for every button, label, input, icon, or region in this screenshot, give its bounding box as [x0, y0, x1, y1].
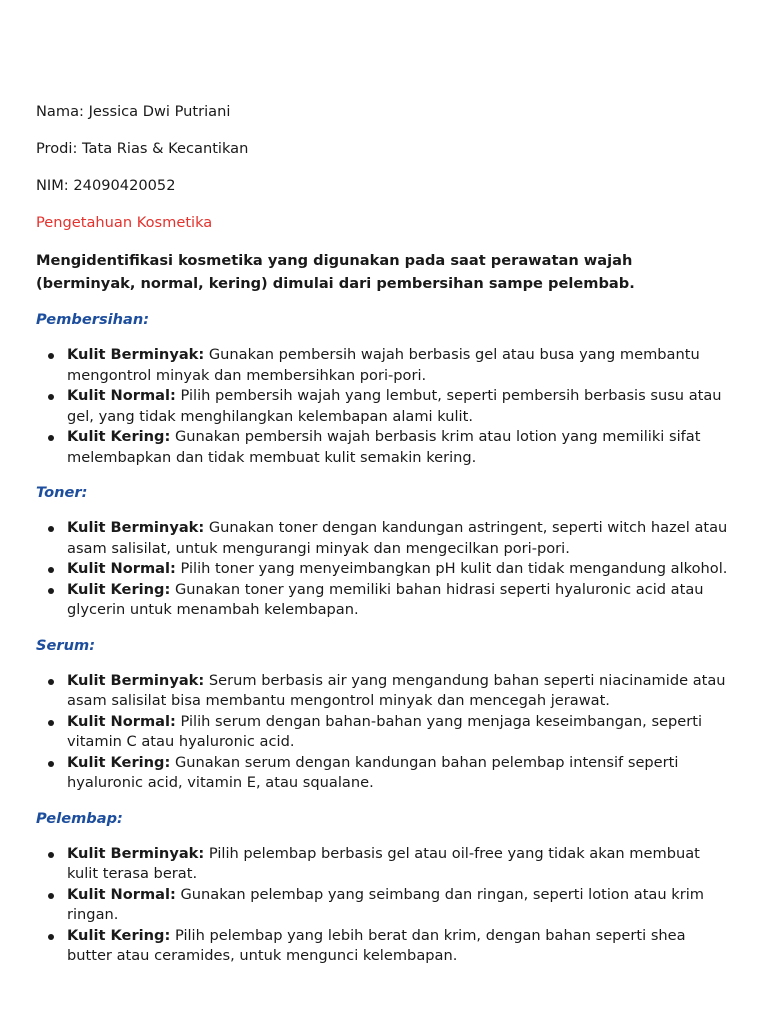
- item-text: Gunakan toner dengan kandungan astringent, seperti witch hazel atau asam salisilat, untuk mengurangi minyak dan mengecilkan pori-pori.: [67, 519, 728, 557]
- list-item: [36, 753, 728, 794]
- list-pembersihan: [36, 345, 728, 468]
- section-title-serum: Serum:: [36, 636, 96, 654]
- list-item: [36, 671, 728, 712]
- item-label: Kulit Kering:: [67, 580, 171, 598]
- list-item: [36, 386, 728, 427]
- item-label: Kulit Berminyak:: [67, 519, 205, 536]
- item-text: Pilih pembersih wajah yang lembut, seperti pembersih berbasis susu atau gel, yang tidak menghilangkan kelembapan alami kulit.: [67, 387, 722, 425]
- bullet-icon: [48, 588, 54, 594]
- list-item: [36, 926, 728, 967]
- item-label: Kulit Normal:: [67, 712, 176, 730]
- item-label: Kulit Normal:: [67, 885, 176, 903]
- list-serum: [36, 671, 728, 794]
- item-label: Kulit Normal:: [67, 560, 176, 577]
- list-item: [36, 712, 728, 753]
- list-item: [36, 345, 728, 386]
- bullet-icon: [48, 567, 54, 573]
- bullet-icon: [48, 394, 54, 400]
- item-text: Pilih toner yang menyeimbangkan pH kulit dan tidak mengandung alkohol.: [175, 560, 728, 577]
- item-label: Kulit Kering:: [67, 926, 171, 944]
- item-label: Kulit Kering:: [67, 753, 171, 771]
- bullet-icon: [48, 353, 54, 359]
- section-title-pelembap: Pelembap:: [36, 809, 123, 827]
- list-item: [36, 885, 728, 926]
- item-text: Pilih pelembap yang lebih berat dan krim, dengan bahan seperti shea butter atau ceramides, untuk mengunci kelembapan.: [67, 926, 686, 964]
- student-id: NIM: 24090420052: [36, 177, 176, 194]
- list-item: [36, 844, 728, 885]
- bullet-icon: [48, 720, 54, 726]
- bullet-icon: [48, 893, 54, 899]
- item-text: Gunakan pembersih wajah berbasis gel atau busa yang membantu mengontrol minyak dan membersihkan pori-pori.: [67, 346, 700, 384]
- list-item: [36, 580, 728, 621]
- bullet-icon: [48, 934, 54, 940]
- list-item: [36, 518, 728, 559]
- subject-title: Pengetahuan Kosmetika: [36, 214, 213, 231]
- list-item: [36, 427, 728, 468]
- item-text: Gunakan pembersih wajah berbasis krim atau lotion yang memiliki sifat melembapkan dan tidak membuat kulit semakin kering.: [67, 428, 701, 466]
- bullet-icon: [48, 435, 54, 441]
- bullet-icon: [48, 852, 54, 858]
- section-title-pembersihan: Pembersihan:: [36, 311, 150, 328]
- bullet-icon: [48, 679, 54, 685]
- bullet-icon: [48, 526, 54, 532]
- list-pelembap: [36, 844, 728, 967]
- item-text: Gunakan toner yang memiliki bahan hidrasi seperti hyaluronic acid atau glycerin untuk menambah kelembapan.: [67, 580, 704, 618]
- item-label: Kulit Kering:: [67, 428, 171, 445]
- bullet-icon: [48, 761, 54, 767]
- item-text: Gunakan pelembap yang seimbang dan ringan, seperti lotion atau krim ringan.: [67, 885, 704, 923]
- list-item: [36, 559, 728, 580]
- section-title-toner: Toner:: [36, 484, 88, 501]
- item-label: Kulit Berminyak:: [67, 844, 205, 862]
- item-label: Kulit Berminyak:: [67, 671, 205, 689]
- item-label: Kulit Berminyak:: [67, 346, 205, 363]
- item-text: Pilih serum dengan bahan-bahan yang menjaga keseimbangan, seperti vitamin C atau hyaluronic acid.: [67, 712, 703, 750]
- study-program: Prodi: Tata Rias & Kecantikan: [36, 140, 249, 157]
- item-text: Pilih pelembap berbasis gel atau oil-free yang tidak akan membuat kulit terasa berat.: [67, 844, 700, 882]
- intro-paragraph: Mengidentifikasi kosmetika yang digunakan pada saat perawatan wajah (berminyak, normal, kering) dimulai dari pembersihan sampe pelembab.: [36, 252, 635, 292]
- student-name: Nama: Jessica Dwi Putriani: [36, 103, 231, 120]
- item-label: Kulit Normal:: [67, 387, 176, 404]
- item-text: Gunakan serum dengan kandungan bahan pelembap intensif seperti hyaluronic acid, vitamin E, atau squalane.: [67, 753, 679, 791]
- item-text: Serum berbasis air yang mengandung bahan seperti niacinamide atau asam salisilat bisa membantu mengontrol minyak dan mencegah jerawat.: [67, 671, 726, 709]
- list-toner: [36, 518, 728, 621]
